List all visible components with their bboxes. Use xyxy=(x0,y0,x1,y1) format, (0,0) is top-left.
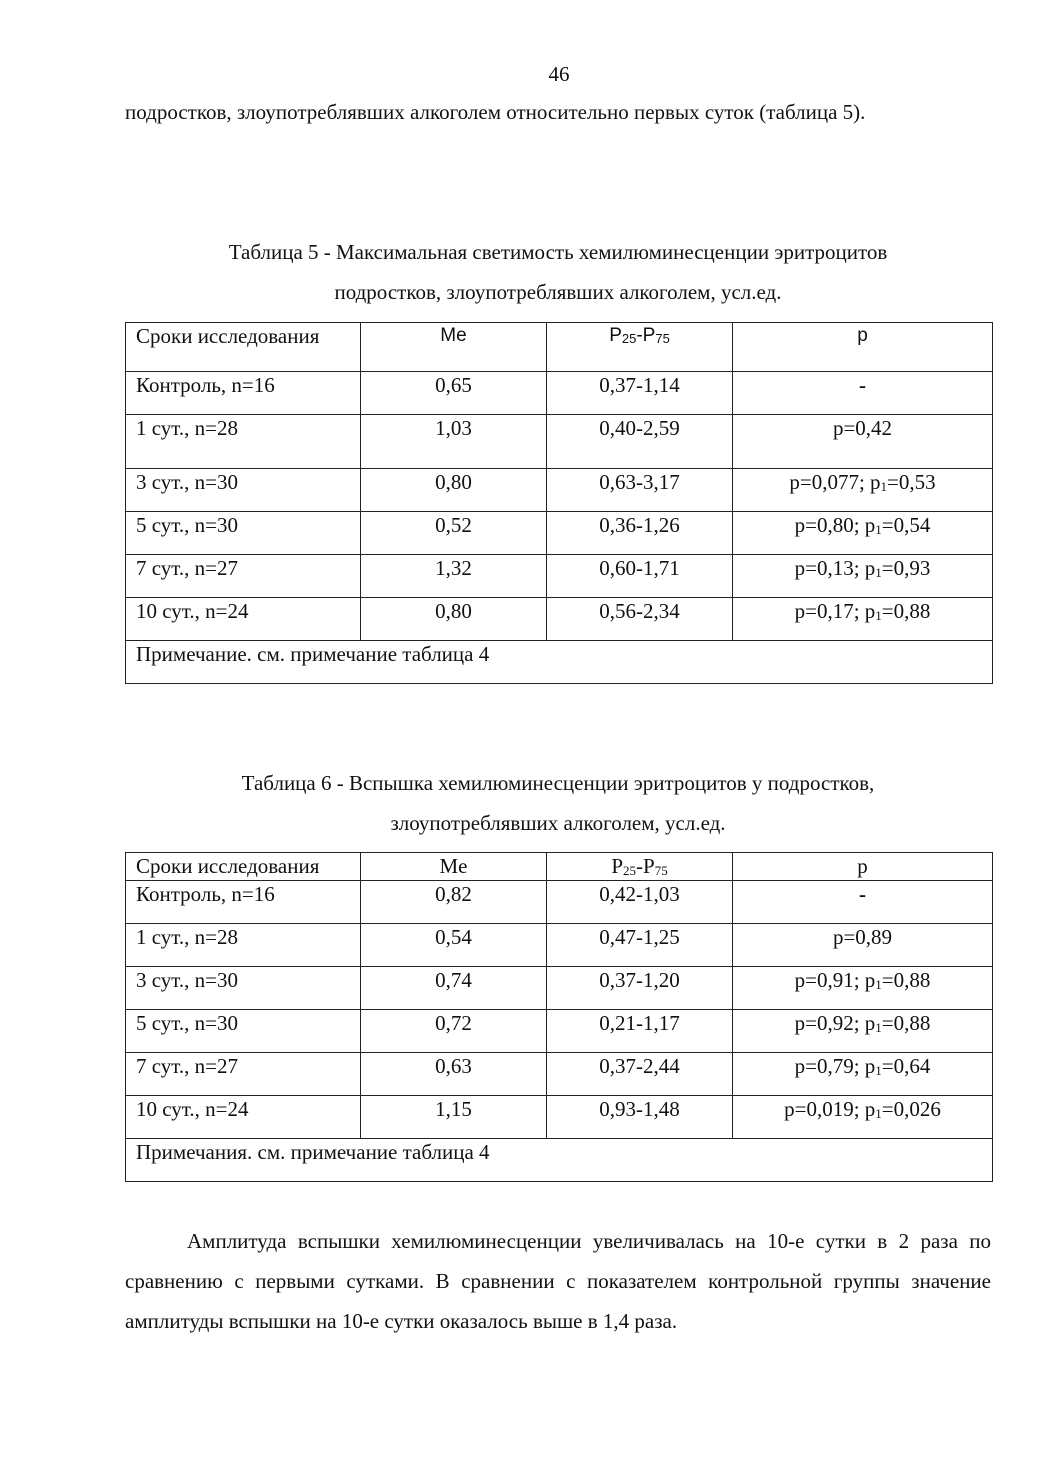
table5-note-row xyxy=(126,641,993,684)
p-cell: p=0,17; $p_1=0,88$ xyxy=(733,598,993,641)
table5-header-period: Сроки исследования xyxy=(126,323,361,372)
conclusion-paragraph: Амплитуда вспышки хемилюминесценции увеличивалась на 10-е сутки в 2 раза по сравнению с первыми сутками. В сравнении с показателем контрольной группы значение амплитуды вспышки на 10-е сутки оказалось выше в 1,4 раза. xyxy=(125,1229,991,1333)
period-cell: 1 сут., n=28 xyxy=(126,924,361,967)
table-row xyxy=(126,512,993,555)
me-cell: 0,74 xyxy=(361,967,547,1010)
p-cell: - xyxy=(733,881,993,924)
period-cell: 7 сут., n=27 xyxy=(126,555,361,598)
table5-header-p: p xyxy=(733,323,993,372)
table5-header-row xyxy=(126,323,993,372)
range-cell: 0,93-1,48 xyxy=(547,1096,733,1139)
range-cell: 0,37-1,20 xyxy=(547,967,733,1010)
me-cell: 1,32 xyxy=(361,555,547,598)
period-cell: 10 сут., n=24 xyxy=(126,1096,361,1139)
table5-caption xyxy=(125,232,991,312)
me-cell: 0,82 xyxy=(361,881,547,924)
table6-header-me: Me xyxy=(361,853,547,881)
me-cell: 1,03 xyxy=(361,415,547,469)
p-cell: p=0,91; $p_1=0,88$ xyxy=(733,967,993,1010)
period-cell: 3 сут., n=30 xyxy=(126,967,361,1010)
table-row xyxy=(126,1053,993,1096)
period-cell: 1 сут., n=28 xyxy=(126,415,361,469)
range-cell: 0,60-1,71 xyxy=(547,555,733,598)
p-cell: p=0,019; $p_1=0,026$ xyxy=(733,1096,993,1139)
table-row xyxy=(126,372,993,415)
p-cell: - xyxy=(733,372,993,415)
page-number: 46 xyxy=(548,62,570,86)
p-cell: p=0,42 xyxy=(733,415,993,469)
me-cell: 0,65 xyxy=(361,372,547,415)
period-cell: 3 сут., n=30 xyxy=(126,469,361,512)
p-cell: p=0,79; $p_1=0,64$ xyxy=(733,1053,993,1096)
table5 xyxy=(125,322,993,684)
table-row xyxy=(126,415,993,469)
range-cell: 0,36-1,26 xyxy=(547,512,733,555)
p-cell: p=0,13; $p_1=0,93$ xyxy=(733,555,993,598)
range-cell: 0,37-1,14 xyxy=(547,372,733,415)
period-cell: 7 сут., n=27 xyxy=(126,1053,361,1096)
table-row xyxy=(126,598,993,641)
p-cell: p=0,92; $p_1=0,88$ xyxy=(733,1010,993,1053)
period-cell: Контроль, n=16 xyxy=(126,372,361,415)
p-cell: p=0,077; $p_1=0,53$ xyxy=(733,469,993,512)
table5-header-range: $P_{25}-P_{75}$ xyxy=(547,323,733,372)
table-row xyxy=(126,881,993,924)
table-row xyxy=(126,967,993,1010)
range-cell: 0,63-3,17 xyxy=(547,469,733,512)
table-row xyxy=(126,469,993,512)
table6-header-p: p xyxy=(733,853,993,881)
table6-note: Примечания. см. примечание таблица 4 xyxy=(126,1139,993,1182)
table6 xyxy=(125,852,993,1182)
me-cell: 0,72 xyxy=(361,1010,547,1053)
range-cell: 0,42-1,03 xyxy=(547,881,733,924)
range-cell: 0,21-1,17 xyxy=(547,1010,733,1053)
table6-caption-line2: злоупотреблявших алкоголем, усл.ед. xyxy=(390,811,726,835)
me-cell: 1,15 xyxy=(361,1096,547,1139)
table-row xyxy=(126,1010,993,1053)
period-cell: 5 сут., n=30 xyxy=(126,1010,361,1053)
table5-caption-line2: подростков, злоупотреблявших алкоголем, усл.ед. xyxy=(334,280,782,304)
table6-caption-line1: Таблица 6 - Вспышка хемилюминесценции эритроцитов у подростков, xyxy=(241,771,875,795)
table-row xyxy=(126,1096,993,1139)
table6-note-row xyxy=(126,1139,993,1182)
table5-header-me: Me xyxy=(361,323,547,372)
table5-note: Примечание. см. примечание таблица 4 xyxy=(126,641,993,684)
range-cell: 0,56-2,34 xyxy=(547,598,733,641)
me-cell: 0,54 xyxy=(361,924,547,967)
table-row xyxy=(126,924,993,967)
table6-header-row xyxy=(126,853,993,881)
me-cell: 0,80 xyxy=(361,469,547,512)
p-cell: p=0,89 xyxy=(733,924,993,967)
period-cell: Контроль, n=16 xyxy=(126,881,361,924)
period-cell: 10 сут., n=24 xyxy=(126,598,361,641)
table6-caption xyxy=(125,763,991,843)
range-cell: 0,47-1,25 xyxy=(547,924,733,967)
intro-paragraph: подростков, злоупотреблявших алкоголем относительно первых суток (таблица 5). xyxy=(125,100,866,124)
me-cell: 0,52 xyxy=(361,512,547,555)
range-cell: 0,37-2,44 xyxy=(547,1053,733,1096)
me-cell: 0,63 xyxy=(361,1053,547,1096)
table6-header-period: Сроки исследования xyxy=(126,853,361,881)
table6-header-range: $P_{25}-P_{75}$ xyxy=(547,853,733,881)
table-row xyxy=(126,555,993,598)
p-cell: p=0,80; $p_1=0,54$ xyxy=(733,512,993,555)
range-cell: 0,40-2,59 xyxy=(547,415,733,469)
me-cell: 0,80 xyxy=(361,598,547,641)
table5-caption-line1: Таблица 5 - Максимальная светимость хемилюминесценции эритроцитов xyxy=(228,240,888,264)
period-cell: 5 сут., n=30 xyxy=(126,512,361,555)
